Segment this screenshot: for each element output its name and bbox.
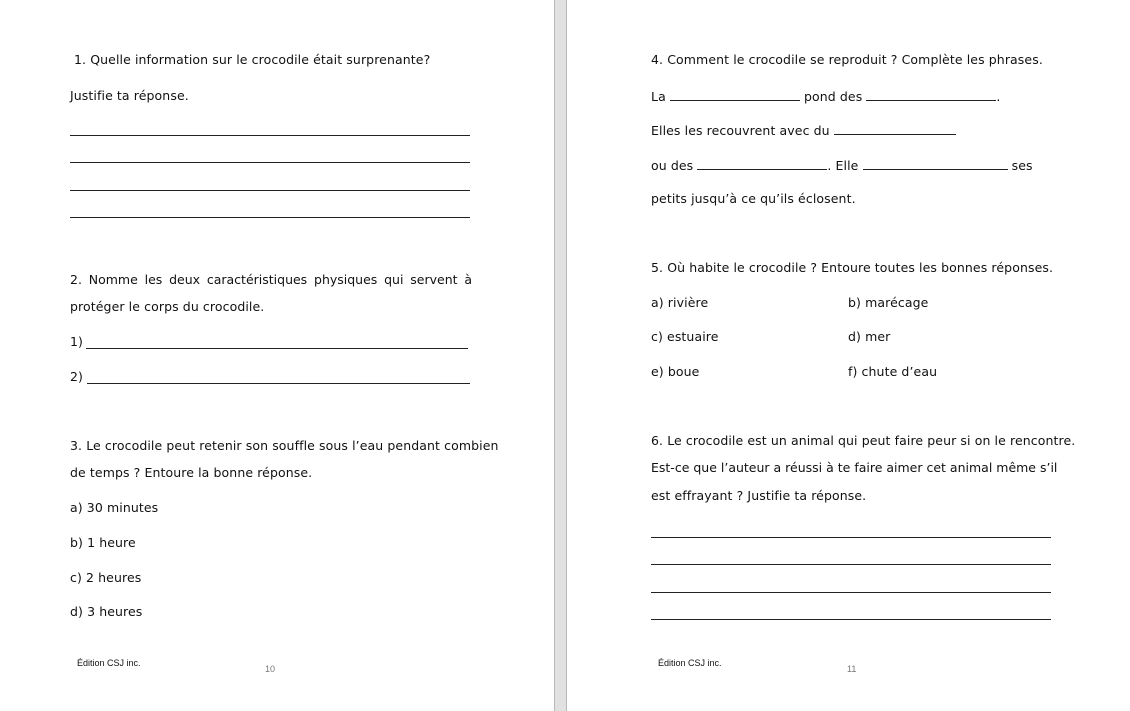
page-separator (554, 0, 567, 711)
q2-question-line-1: 2. Nomme les deux caractéristiques physiques qui servent à (70, 272, 472, 287)
q4-sentence-4: petits jusqu’à ce qu’ils éclosent. (651, 191, 856, 206)
q4-s3-part-c: ses (1011, 158, 1033, 173)
q6-answer-line-2[interactable] (651, 564, 1051, 565)
footer-publisher: Édition CSJ inc. (77, 658, 141, 668)
q4-s1-part-b: pond des (803, 89, 863, 104)
q5-option-a[interactable]: a) rivière (651, 295, 709, 310)
q2-question-line-2: protéger le corps du crocodile. (70, 299, 265, 314)
q2-item-2-answer-line[interactable] (87, 383, 470, 384)
q6-question-line-2: Est-ce que l’auteur a réussi à te faire aimer cet animal même s’il (651, 460, 1058, 475)
footer-publisher: Édition CSJ inc. (658, 658, 722, 668)
q4-blank-2[interactable] (866, 88, 996, 101)
page-11 (568, 0, 1130, 711)
q6-question-line-1: 6. Le crocodile est un animal qui peut faire peur si on le rencontre. (651, 433, 1076, 448)
q4-sentence-3 (651, 157, 1033, 173)
q6-answer-line-3[interactable] (651, 592, 1051, 593)
q2-item-2-label: 2) (70, 369, 84, 384)
page-10 (0, 0, 554, 711)
q3-option-a[interactable]: a) 30 minutes (70, 500, 159, 515)
q2-item-1-answer-line[interactable] (86, 348, 468, 349)
q5-option-e[interactable]: e) boue (651, 364, 700, 379)
q4-s1-part-a: La (651, 89, 666, 104)
page-number: 10 (265, 664, 276, 674)
q1-answer-line-3[interactable] (70, 190, 470, 191)
q1-answer-line-1[interactable] (70, 135, 470, 136)
q4-s3-part-b: . Elle (827, 158, 859, 173)
q5-option-c[interactable]: c) estuaire (651, 329, 719, 344)
q1-instruction: Justifie ta réponse. (70, 88, 189, 103)
q3-option-c[interactable]: c) 2 heures (70, 570, 142, 585)
q1-answer-line-4[interactable] (70, 217, 470, 218)
q4-blank-4[interactable] (697, 157, 827, 170)
q3-option-b[interactable]: b) 1 heure (70, 535, 136, 550)
q4-sentence-2 (651, 122, 956, 138)
page-number: 11 (847, 664, 857, 674)
q3-question-line-1: 3. Le crocodile peut retenir son souffle sous l’eau pendant combien (70, 438, 499, 453)
q6-answer-line-1[interactable] (651, 537, 1051, 538)
q5-question: 5. Où habite le crocodile ? Entoure toutes les bonnes réponses. (651, 260, 1054, 275)
q4-s2-text: Elles les recouvrent avec du (651, 123, 830, 138)
q3-question-line-2: de temps ? Entoure la bonne réponse. (70, 465, 313, 480)
q6-answer-line-4[interactable] (651, 619, 1051, 620)
q3-option-d[interactable]: d) 3 heures (70, 604, 143, 619)
q4-sentence-1 (651, 88, 1001, 104)
q2-item-1-label: 1) (70, 334, 84, 349)
q5-option-d[interactable]: d) mer (848, 329, 891, 344)
q4-s3-part-a: ou des (651, 158, 694, 173)
q4-blank-1[interactable] (670, 88, 800, 101)
q4-s1-part-c: . (996, 89, 1001, 104)
q4-blank-3[interactable] (834, 122, 956, 135)
q4-question: 4. Comment le crocodile se reproduit ? Complète les phrases. (651, 52, 1043, 67)
q5-option-f[interactable]: f) chute d’eau (848, 364, 938, 379)
q1-question: 1. Quelle information sur le crocodile était surprenante? (74, 52, 431, 67)
q4-blank-5[interactable] (863, 157, 1008, 170)
q1-answer-line-2[interactable] (70, 162, 470, 163)
q5-option-b[interactable]: b) marécage (848, 295, 929, 310)
q6-question-line-3: est effrayant ? Justifie ta réponse. (651, 488, 867, 503)
